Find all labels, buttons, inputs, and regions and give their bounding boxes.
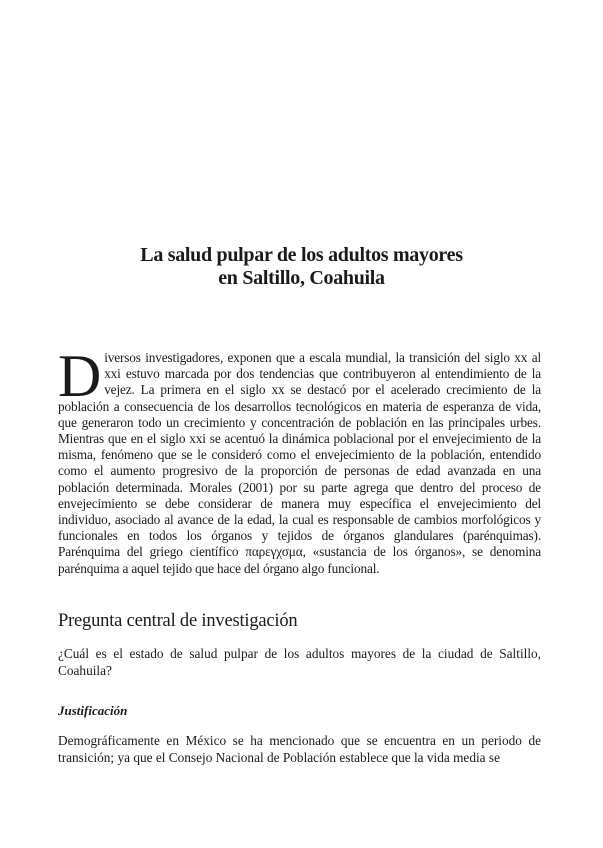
intro-paragraph bbox=[58, 343, 541, 577]
intro-text: iversos investigadores, exponen que a escala mundial, la transición del siglo xx al xxi estuvo marcada por dos tendencias que contribuyeron al entendimiento de la vejez. La primera en el siglo xx se destacó por el acelerado crecimiento de la población a consecuencia de los desarrollos tecnológicos en materia de esperanza de vida, que generaron todo un crecimiento y concentración de población en las principales urbes. Mientras que en el siglo xxi se acentuó la dinámica poblacional por el envejecimiento de la misma, fenómeno que se le consideró como el envejecimiento de la población, entendido como el aumento progresivo de la proporción de personas de edad avanzada en una población determinada. Morales (2001) por su parte agrega que dentro del proceso de envejecimiento se debe considerar de manera muy específica el envejecimiento del individuo, asociado al avance de la edad, la cual es responsable de cambios morfológicos y funcionales en todos los órganos y tejidos de órganos glandulares (parénquimas). Parénquima del griego científico παρεγχσμα, «sustancia de los órganos», se denomina parénquima a aquel tejido que hace del órgano algo funcional. bbox=[58, 350, 541, 576]
title-line-1: La salud pulpar de los adultos mayores bbox=[140, 244, 463, 266]
justification-heading: Justificación bbox=[58, 703, 128, 718]
title-line-2: en Saltillo, Coahuila bbox=[218, 267, 385, 289]
research-question: ¿Cuál es el estado de salud pulpar de los adultos mayores de la ciudad de Saltillo, Coahuila? bbox=[58, 646, 541, 678]
page-title bbox=[0, 244, 603, 290]
drop-cap: D bbox=[58, 343, 102, 409]
justification-paragraph: Demográficamente en México se ha mencionado que se encuentra en un periodo de transición; ya que el Consejo Nacional de Población establece que la vida media se bbox=[58, 733, 541, 765]
section-heading: Pregunta central de investigación bbox=[58, 611, 298, 631]
